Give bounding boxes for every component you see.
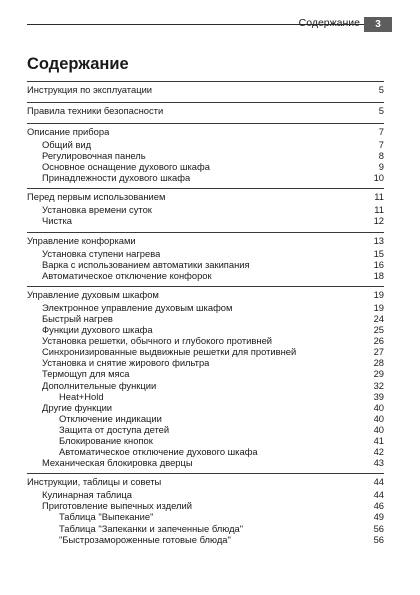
toc-section	[27, 286, 384, 473]
toc-page-number: 32	[373, 379, 384, 391]
toc-entry[interactable]	[27, 413, 384, 424]
toc-page-number: 40	[373, 423, 384, 435]
toc-entry-label: Варка с использованием автоматики закипания	[42, 258, 250, 270]
toc-entry-label: Электронное управление духовым шкафом	[42, 301, 233, 313]
toc-entry-label: Блокирование кнопок	[59, 434, 153, 446]
toc-entry-label: Дополнительные функции	[42, 379, 157, 391]
toc-page-number: 28	[373, 357, 384, 369]
toc-entry[interactable]	[27, 446, 384, 457]
toc-section-title: Управление конфорками	[27, 234, 136, 246]
toc-entry[interactable]	[27, 324, 384, 335]
toc-entry-label: Автоматическое отключение духового шкафа	[59, 446, 258, 458]
toc-entry-label: Установка ступени нагрева	[42, 247, 161, 259]
toc-entry-label: Приготовление выпечных изделий	[42, 500, 192, 512]
toc-entry[interactable]	[27, 368, 384, 379]
toc-entry-label: Установка и снятие жирового фильтра	[42, 357, 210, 369]
toc-entry-label: Регулировочная панель	[42, 150, 146, 162]
toc-section-title: Правила техники безопасности	[27, 105, 164, 116]
toc-entry[interactable]	[27, 139, 384, 150]
toc-entry[interactable]	[27, 511, 384, 522]
toc-page-number: 49	[373, 511, 384, 523]
toc-page-number: 43	[373, 457, 384, 469]
toc-page-number: 29	[373, 368, 384, 380]
toc-page-number: 15	[373, 247, 384, 259]
toc-entry[interactable]	[27, 346, 384, 357]
toc-entry-label: Функции духового шкафа	[42, 324, 153, 336]
toc-page-number: 40	[373, 412, 384, 424]
toc-entry-label: Другие функции	[42, 401, 113, 413]
toc-entry[interactable]	[27, 259, 384, 270]
toc-entry-label: Быстрый нагрев	[42, 312, 113, 324]
toc-section	[27, 232, 384, 286]
toc-entry[interactable]	[27, 313, 384, 324]
toc-entry[interactable]	[27, 391, 384, 402]
toc-section	[27, 102, 384, 123]
toc-section	[27, 473, 384, 546]
toc-entry-label: Таблица "Выпекание"	[59, 511, 154, 523]
toc-section-heading[interactable]	[27, 476, 384, 488]
toc-page-number: 26	[373, 335, 384, 347]
toc-section	[27, 81, 384, 102]
toc-page-number: 13	[373, 234, 384, 246]
page-number-badge: 3	[364, 17, 392, 32]
toc-page-number: 44	[373, 489, 384, 501]
toc-section-title: Инструкция по эксплуатации	[27, 84, 153, 95]
toc-entry-label: Термощуп для мяса	[42, 368, 130, 380]
toc-page-number: 56	[373, 522, 384, 534]
toc-entry[interactable]	[27, 523, 384, 534]
table-of-contents	[27, 81, 384, 547]
toc-entry[interactable]	[27, 270, 384, 281]
page-title: Содержание	[27, 55, 129, 73]
toc-page-number: 11	[374, 191, 384, 203]
toc-page-number: 12	[373, 215, 384, 227]
toc-entry-label: Кулинарная таблица	[42, 489, 132, 501]
toc-entry-label: Таблица "Запеканки и запеченные блюда"	[59, 522, 244, 534]
toc-entry[interactable]	[27, 424, 384, 435]
toc-section-heading[interactable]	[27, 84, 384, 96]
toc-entry[interactable]	[27, 204, 384, 215]
toc-entry[interactable]	[27, 402, 384, 413]
toc-section-title: Инструкции, таблицы и советы	[27, 476, 162, 488]
toc-page-number: 11	[374, 204, 384, 216]
toc-entry-label: Основное оснащение духового шкафа	[42, 161, 210, 173]
toc-section-heading[interactable]	[27, 105, 384, 117]
toc-page-number: 8	[378, 150, 384, 162]
toc-page-number: 42	[373, 446, 384, 458]
toc-entry-label: Чистка	[42, 215, 72, 227]
toc-section-title: Описание прибора	[27, 126, 110, 137]
toc-page-number: 5	[378, 84, 384, 95]
toc-section-title: Перед первым использованием	[27, 191, 166, 203]
toc-page-number: 24	[373, 312, 384, 324]
toc-entry[interactable]	[27, 534, 384, 545]
toc-page-number: 18	[373, 269, 384, 281]
toc-page-number: 40	[373, 401, 384, 413]
toc-entry-label: "Быстрозамороженные готовые блюда"	[59, 533, 231, 545]
toc-entry[interactable]	[27, 302, 384, 313]
toc-page-number: 7	[378, 126, 384, 137]
toc-section	[27, 188, 384, 231]
toc-entry[interactable]	[27, 248, 384, 259]
toc-section-heading[interactable]	[27, 289, 384, 301]
toc-page-number: 19	[373, 301, 384, 313]
toc-page-number: 9	[378, 161, 384, 173]
toc-page-number: 5	[378, 105, 384, 116]
toc-page-number: 39	[373, 390, 384, 402]
toc-entry-label: Синхронизированные выдвижные решетки для противней	[42, 346, 297, 358]
toc-entry-label: Общий вид	[42, 139, 92, 150]
toc-page-number: 56	[373, 533, 384, 545]
toc-entry[interactable]	[27, 357, 384, 368]
toc-entry[interactable]	[27, 172, 384, 183]
toc-page-number: 25	[373, 324, 384, 336]
toc-entry-label: Автоматическое отключение конфорок	[42, 269, 212, 281]
toc-section-heading[interactable]	[27, 126, 384, 138]
toc-entry[interactable]	[27, 335, 384, 346]
toc-section-heading[interactable]	[27, 235, 384, 247]
toc-entry-label: Отключение индикации	[59, 412, 162, 424]
toc-entry[interactable]	[27, 161, 384, 172]
toc-entry[interactable]	[27, 500, 384, 511]
toc-entry-label: Установка решетки, обычного и глубокого противней	[42, 335, 273, 347]
toc-entry-label: Защита от доступа детей	[59, 423, 170, 435]
toc-entry-label: Установка времени суток	[42, 204, 152, 216]
toc-entry-label: Принадлежности духового шкафа	[42, 172, 191, 184]
toc-entry[interactable]	[27, 380, 384, 391]
toc-section-title: Управление духовым шкафом	[27, 288, 159, 300]
toc-page-number: 19	[373, 288, 384, 300]
toc-page-number: 46	[373, 500, 384, 512]
toc-page-number: 44	[373, 476, 384, 488]
toc-page-number: 41	[373, 434, 384, 446]
toc-entry[interactable]	[27, 435, 384, 446]
toc-page-number: 10	[373, 172, 384, 184]
toc-entry-label: Механическая блокировка дверцы	[42, 457, 193, 469]
toc-page-number: 16	[373, 258, 384, 270]
header-title: Содержание	[298, 17, 360, 29]
toc-page-number: 27	[373, 346, 384, 358]
toc-entry[interactable]	[27, 457, 384, 468]
toc-entry[interactable]	[27, 150, 384, 161]
toc-entry[interactable]	[27, 489, 384, 500]
toc-section-heading[interactable]	[27, 191, 384, 203]
toc-entry-label: Heat+Hold	[59, 390, 104, 402]
toc-entry[interactable]	[27, 215, 384, 226]
toc-section	[27, 123, 384, 188]
toc-page-number: 7	[378, 139, 384, 150]
